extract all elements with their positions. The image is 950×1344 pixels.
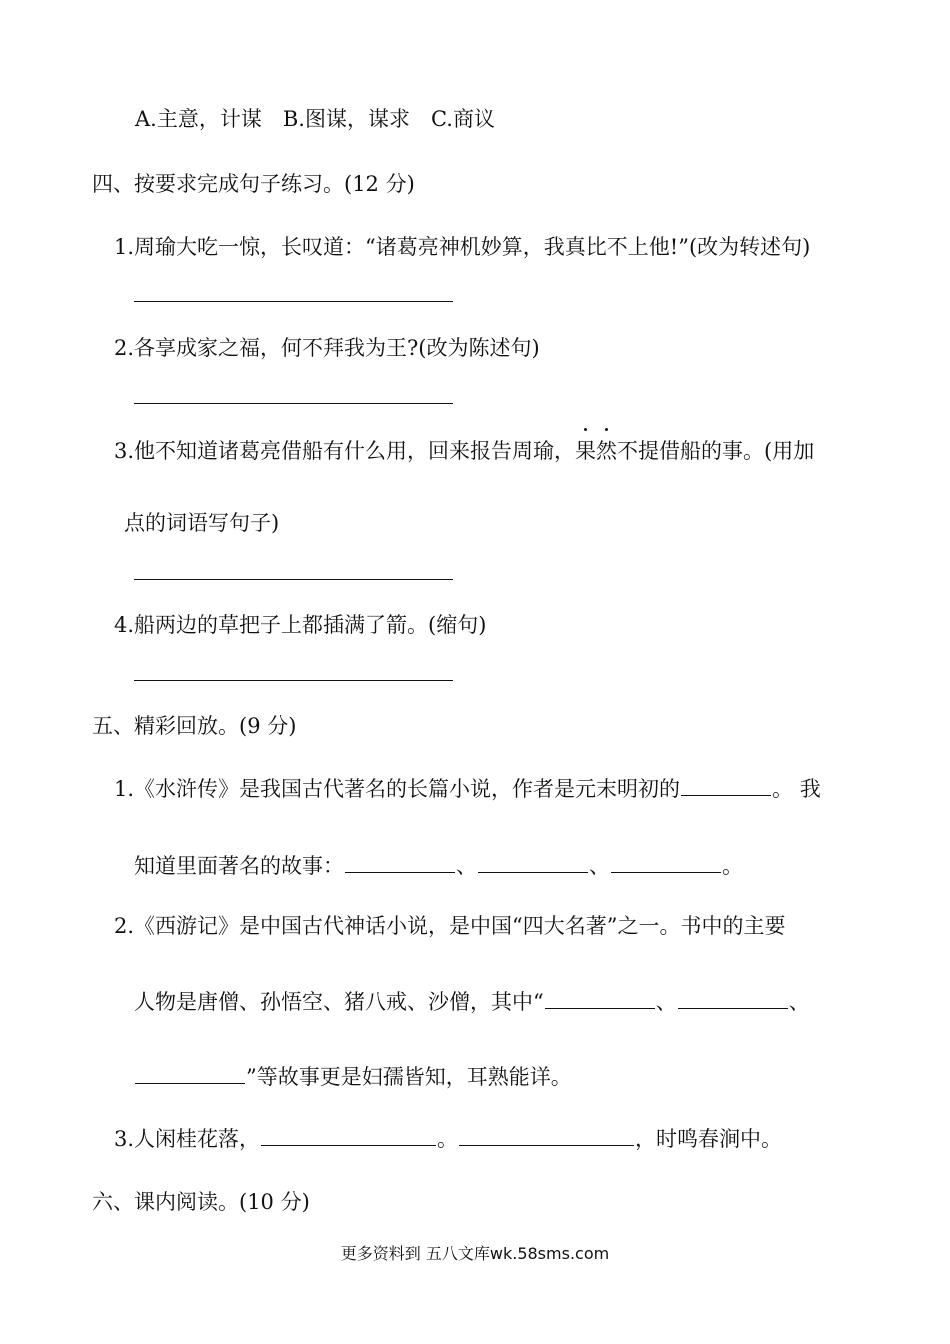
answer-line-4-3[interactable] (134, 579, 453, 580)
question-4-2: 2.各享成家之福，何不拜我为王?(改为陈述句) (114, 336, 540, 360)
separator: 、 (655, 990, 677, 1014)
question-5-2-line-1: 2.《西游记》是中国古代神话小说，是中国“四大名著”之一。书中的主要 (114, 914, 786, 938)
question-5-3 (114, 1125, 782, 1153)
emphasis-char-1: 果 (575, 439, 597, 463)
question-5-3-text: 3.人闲桂花落， (114, 1127, 261, 1151)
question-4-3-text-start: 3.他不知道诸葛亮借船有什么用，回来报告周瑜， (114, 439, 576, 463)
question-5-1-text: 1.《水浒传》是我国古代著名的长篇小说，作者是元末明初的 (114, 777, 681, 801)
emphasis-char-2: 然 (596, 439, 618, 463)
separator: 、 (788, 990, 810, 1014)
question-5-2-line-3 (134, 1063, 572, 1091)
question-5-1-tail: 。 我 (772, 777, 821, 801)
question-5-1-line-1 (114, 775, 821, 803)
blank-author[interactable] (681, 775, 771, 796)
question-4-3 (114, 437, 814, 465)
separator: 、 (589, 854, 610, 878)
question-5-2-text: 人物是唐僧、孙悟空、猪八戒、沙僧，其中“ (134, 990, 544, 1014)
question-4-3-continued: 点的词语写句子) (124, 511, 280, 535)
options-line: A.主意，计谋 B.图谋，谋求 C.商议 (135, 107, 495, 131)
question-4-4: 4.船两边的草把子上都插满了箭。(缩句) (114, 613, 487, 637)
answer-line-4-2[interactable] (134, 403, 453, 404)
section-6-heading: 六、课内阅读。(10 分) (92, 1190, 310, 1214)
blank-xiyou-1[interactable] (545, 988, 655, 1009)
period: 。 (722, 854, 743, 878)
section-5-heading: 五、精彩回放。(9 分) (92, 714, 297, 738)
answer-line-4-1[interactable] (134, 301, 453, 302)
question-5-1-prompt: 知道里面著名的故事： (134, 854, 344, 878)
blank-story-1[interactable] (345, 852, 455, 873)
question-5-3-tail: ，时鸣春涧中。 (635, 1127, 783, 1151)
blank-story-2[interactable] (478, 852, 588, 873)
blank-story-3[interactable] (611, 852, 721, 873)
question-5-2-tail: ”等故事更是妇孺皆知，耳熟能详。 (246, 1065, 572, 1089)
blank-xiyou-3[interactable] (135, 1063, 245, 1084)
question-4-1: 1.周瑜大吃一惊，长叹道：“诸葛亮神机妙算，我真比不上他!”(改为转述句) (114, 235, 811, 259)
blank-poem-1[interactable] (261, 1125, 436, 1146)
answer-line-4-4[interactable] (134, 680, 453, 681)
separator: 、 (456, 854, 477, 878)
question-4-3-text-end: 不提借船的事。(用加 (617, 439, 815, 463)
question-5-2-line-2 (134, 988, 810, 1016)
section-4-heading: 四、按要求完成句子练习。(12 分) (92, 172, 415, 196)
question-5-3-mid: 。 (437, 1127, 459, 1151)
footer-source: 更多资料到 五八文库wk.58sms.com (340, 1244, 610, 1263)
blank-poem-2[interactable] (459, 1125, 634, 1146)
question-5-1-line-2 (134, 852, 743, 880)
blank-xiyou-2[interactable] (678, 988, 788, 1009)
